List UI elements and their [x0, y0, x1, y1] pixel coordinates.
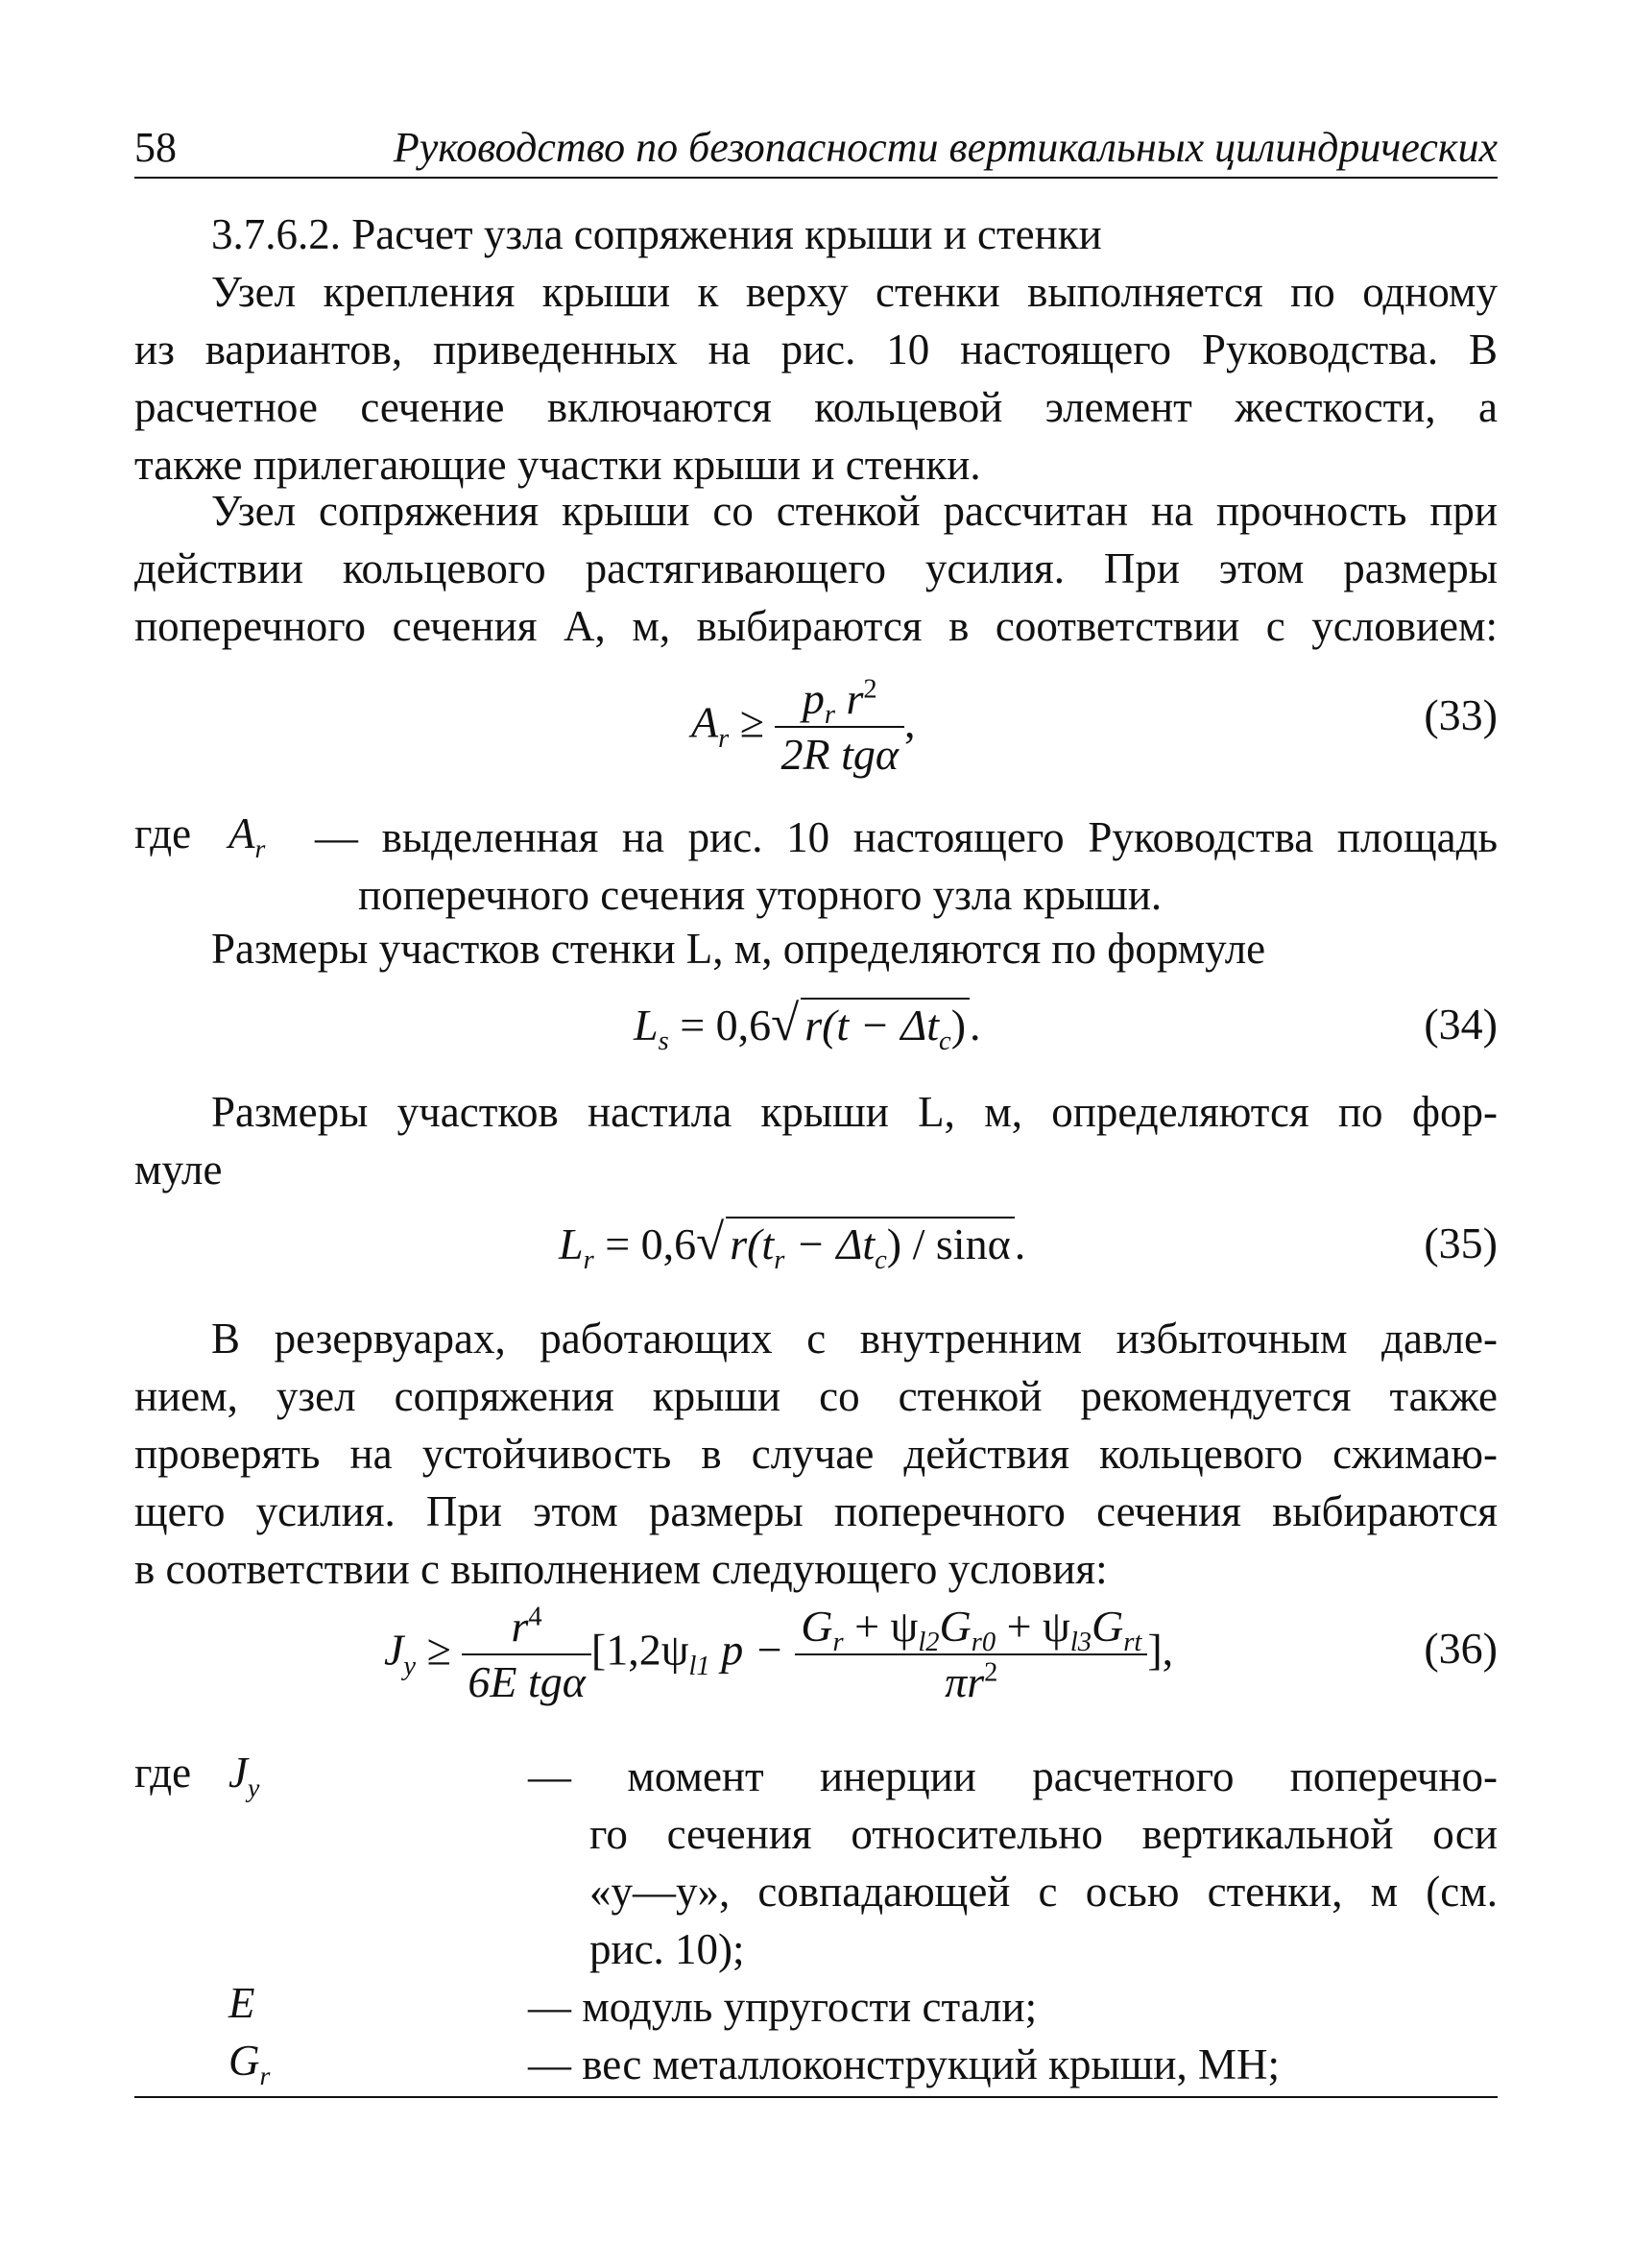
eq-subscript: r — [832, 1628, 844, 1658]
eq-radicand-end: ) — [950, 1001, 967, 1050]
paragraph-line: действии кольцевого растягивающего усилия. При этом размеры — [134, 544, 1498, 592]
equation-number-36: (36) — [1424, 1624, 1498, 1673]
eq-fraction — [775, 672, 904, 782]
eq-symbol: L — [634, 1001, 659, 1050]
page-number: 58 — [134, 124, 177, 171]
where-symbol — [228, 2036, 271, 2091]
eq-bracket: [1,2ψ — [590, 1625, 689, 1675]
eq-numerator: G — [801, 1602, 833, 1651]
eq-numerator: r — [511, 1602, 529, 1651]
where-definition — [528, 1978, 1498, 2036]
eq-punctuation: , — [904, 697, 916, 747]
eq-punctuation: . — [970, 1001, 981, 1050]
eq-radicand — [801, 998, 970, 1057]
eq-operator: + ψ — [843, 1602, 919, 1651]
eq-body: = 0,6 — [680, 1001, 772, 1050]
where-symbol — [228, 1978, 255, 2028]
eq-subscript: rt — [1123, 1628, 1142, 1658]
eq-subscript: r — [824, 700, 835, 731]
eq-subscript: r — [259, 2062, 271, 2091]
eq-symbol: A — [691, 697, 719, 747]
eq-symbol: r — [846, 674, 864, 723]
eq-radicand-text: r(t − Δt — [804, 1001, 940, 1050]
eq-body: p − — [709, 1625, 784, 1675]
paragraph-line: поперечного сечения A, м, выбираются в соответствии с условием: — [134, 602, 1498, 650]
paragraph-5 — [134, 1310, 1498, 1598]
eq-relation: ≥ — [426, 1625, 451, 1675]
eq-symbol: G — [228, 2037, 260, 2085]
eq-subscript: y — [247, 1773, 260, 1803]
sqrt-icon: √ — [696, 1215, 725, 1270]
paragraph-line: нием, узел сопряжения крыши со стенкой рекомендуется также — [134, 1372, 1498, 1420]
equation-number-35: (35) — [1424, 1218, 1498, 1267]
paragraph-4 — [134, 1083, 1498, 1198]
paragraph-2 — [134, 482, 1498, 655]
paragraph-line: Размеры участков настила крыши L, м, определяются по фор- — [211, 1088, 1498, 1136]
footer-rule — [134, 2096, 1498, 2098]
where-symbol — [228, 808, 266, 864]
eq-punctuation: . — [1014, 1219, 1026, 1268]
eq-symbol: J — [384, 1625, 404, 1675]
definition-line: — вес металлоконструкций крыши, МН; — [528, 2040, 1280, 2088]
eq-subscript: r — [718, 723, 730, 754]
eq-bracket: ], — [1147, 1625, 1174, 1675]
definition-line: го сечения относительно вертикальной оси — [589, 1810, 1498, 1858]
eq-subscript: r — [254, 834, 266, 864]
eq-radicand-text: r(t — [730, 1219, 775, 1268]
running-title: Руководство по безопасности вертикальных цилиндрических — [393, 124, 1498, 171]
equation-33 — [691, 672, 916, 782]
eq-subscript: s — [658, 1026, 669, 1057]
where-symbol — [228, 1748, 260, 1803]
eq-subscript: y — [403, 1651, 417, 1681]
eq-subscript: r — [774, 1245, 785, 1276]
eq-subscript: l3 — [1069, 1628, 1092, 1658]
definition-line: поперечного сечения уторного узла крыши. — [358, 871, 1163, 919]
definition-line: — выделенная на рис. 10 настоящего Руководства площадь — [315, 813, 1498, 861]
eq-denominator: 6E tgα — [468, 1657, 586, 1706]
eq-radicand — [726, 1217, 1015, 1276]
paragraph-line: В резервуарах, работающих с внутренним избыточным давле- — [211, 1315, 1498, 1363]
equation-number-34: (34) — [1424, 1000, 1498, 1049]
eq-radicand-end: ) / sinα — [886, 1219, 1011, 1268]
eq-subscript: l2 — [918, 1628, 940, 1658]
eq-denominator: 2R tgα — [780, 730, 899, 779]
paragraph-line: расчетное сечение включаются кольцевой элемент жесткости, а — [134, 383, 1498, 431]
paragraph-line: из вариантов, приведенных на рис. 10 настоящего Руководства. В — [134, 326, 1498, 374]
paragraph-line: муле — [134, 1146, 223, 1194]
paragraph-line: Узел сопряжения крыши со стенкой рассчитан на прочность при — [211, 487, 1498, 535]
eq-body: = 0,6 — [605, 1219, 697, 1268]
eq-subscript: c — [875, 1245, 887, 1276]
header-rule — [134, 177, 1498, 179]
eq-fraction — [462, 1600, 591, 1709]
equation-34 — [634, 995, 981, 1057]
eq-symbol: A — [228, 809, 255, 857]
eq-symbol: J — [228, 1749, 248, 1797]
paragraph-line: Узел крепления крыши к верху стенки выполняется по одному — [211, 268, 1498, 316]
eq-subscript: r0 — [971, 1628, 996, 1658]
eq-relation: ≥ — [739, 697, 764, 747]
eq-symbol: L — [559, 1219, 584, 1268]
where-definition — [528, 1748, 1498, 1978]
eq-fraction — [795, 1600, 1147, 1709]
equation-36 — [384, 1600, 1173, 1709]
section-heading: 3.7.6.2. Расчет узла сопряжения крыши и стенки — [211, 210, 1102, 258]
paragraph-line: в соответствии с выполнением следующего условия: — [134, 1545, 1108, 1593]
sqrt-icon: √ — [771, 996, 800, 1051]
eq-superscript: 2 — [863, 674, 877, 705]
paragraph-3: Размеры участков стенки L, м, определяются по формуле — [211, 925, 1266, 973]
equation-35 — [559, 1214, 1026, 1276]
eq-symbol: G — [939, 1602, 972, 1651]
eq-operator: + ψ — [996, 1602, 1070, 1651]
definition-line: рис. 10); — [589, 1925, 745, 1973]
paragraph-line: проверять на устойчивость в случае действия кольцевого сжимаю- — [134, 1430, 1498, 1478]
definition-line: — момент инерции расчетного поперечно- — [528, 1752, 1498, 1800]
where-label: где — [134, 809, 192, 857]
eq-superscript: 2 — [984, 1657, 998, 1688]
equation-number-33: (33) — [1424, 690, 1498, 739]
eq-denominator: πr — [945, 1657, 985, 1706]
eq-symbol: G — [1092, 1602, 1124, 1651]
eq-numerator: p — [802, 674, 825, 723]
paragraph-1 — [134, 263, 1498, 494]
eq-subscript: c — [939, 1026, 951, 1057]
where-label: где — [134, 1749, 192, 1797]
definition-line: «y—y», совпадающей с осью стенки, м (см. — [589, 1868, 1498, 1916]
definition-line: — модуль упругости стали; — [528, 1983, 1038, 2031]
eq-radicand-text: − Δt — [784, 1219, 876, 1268]
eq-superscript: 4 — [528, 1602, 542, 1632]
eq-subscript: r — [583, 1245, 594, 1276]
where-definition — [528, 2036, 1498, 2093]
eq-subscript: l1 — [688, 1651, 710, 1681]
paragraph-line: щего усилия. При этом размеры поперечного сечения выбираются — [134, 1487, 1498, 1535]
where-definition — [315, 808, 1498, 924]
paragraph-line: также прилегающие участки крыши и стенки. — [134, 441, 981, 489]
eq-symbol: E — [228, 1979, 255, 2027]
